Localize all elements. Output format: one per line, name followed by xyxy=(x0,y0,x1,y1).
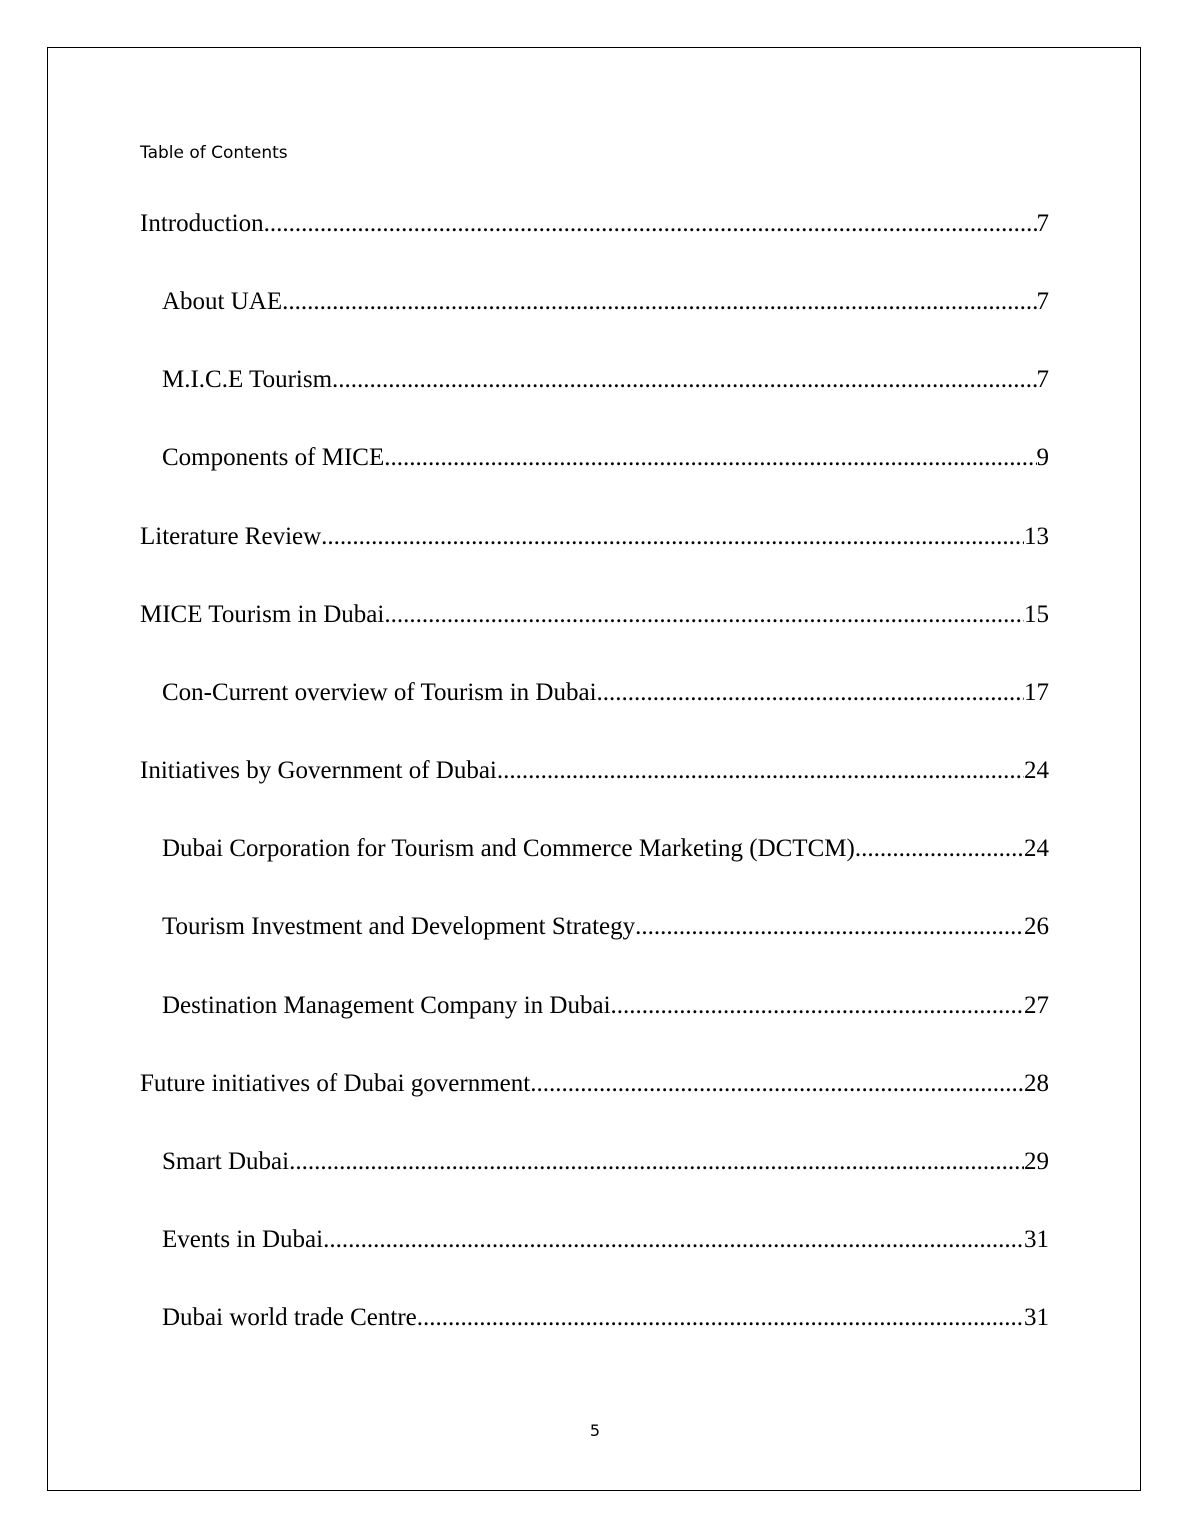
toc-entry-title: Introduction xyxy=(140,210,264,237)
toc-entry-page: 31 xyxy=(1024,1226,1049,1253)
toc-entry-title: Future initiatives of Dubai government xyxy=(140,1070,531,1097)
toc-dot-leader xyxy=(611,990,1024,1022)
toc-entry-page: 27 xyxy=(1024,992,1049,1019)
toc-entry-page: 28 xyxy=(1024,1070,1049,1097)
page-number: 5 xyxy=(589,1421,601,1440)
toc-entry-title: Tourism Investment and Development Strategy xyxy=(162,913,636,940)
toc-entry-concurrent-overview[interactable] xyxy=(162,677,1049,709)
toc-entry-page: 7 xyxy=(1036,288,1049,315)
toc-entry-mice-tourism[interactable] xyxy=(162,364,1049,396)
toc-entry-title: Destination Management Company in Dubai xyxy=(162,992,611,1019)
toc-dot-leader xyxy=(264,208,1037,240)
toc-dot-leader xyxy=(530,1068,1024,1100)
toc-entry-dubai-world-trade-centre[interactable] xyxy=(162,1302,1049,1334)
toc-entry-literature-review[interactable] xyxy=(140,521,1049,553)
toc-dot-leader xyxy=(289,1146,1024,1178)
toc-dot-leader xyxy=(332,364,1036,396)
toc-entry-page: 7 xyxy=(1036,210,1049,237)
toc-dot-leader xyxy=(497,755,1024,787)
toc-dot-leader xyxy=(417,1302,1024,1334)
toc-dot-leader xyxy=(855,833,1024,865)
toc-dot-leader xyxy=(384,442,1036,474)
toc-entry-page: 24 xyxy=(1024,757,1049,784)
toc-entry-title: Dubai world trade Centre xyxy=(162,1304,417,1331)
toc-dot-leader xyxy=(282,286,1036,318)
toc-entry-page: 31 xyxy=(1024,1304,1049,1331)
toc-entry-dctcm[interactable] xyxy=(162,833,1049,865)
toc-entry-components-of-mice[interactable] xyxy=(162,442,1049,474)
toc-entry-initiatives-by-government[interactable] xyxy=(140,755,1049,787)
toc-entry-tourism-investment[interactable] xyxy=(162,911,1049,943)
toc-dot-leader xyxy=(323,1224,1024,1256)
toc-entry-title: Initiatives by Government of Dubai xyxy=(140,757,497,784)
toc-entry-events-in-dubai[interactable] xyxy=(162,1224,1049,1256)
toc-entry-page: 13 xyxy=(1024,523,1049,550)
toc-entry-page: 7 xyxy=(1036,366,1049,393)
toc-entry-title: Components of MICE xyxy=(162,444,385,471)
toc-heading: Table of Contents xyxy=(140,143,288,163)
toc-dot-leader xyxy=(321,521,1024,553)
toc-entry-page: 15 xyxy=(1024,601,1049,628)
toc-dot-leader xyxy=(597,677,1024,709)
toc-entry-page: 17 xyxy=(1024,679,1049,706)
toc-dot-leader xyxy=(635,911,1024,943)
toc-entry-title: Dubai Corporation for Tourism and Commerce Marketing (DCTCM) xyxy=(162,835,855,862)
toc-entry-page: 26 xyxy=(1024,913,1049,940)
toc-entry-title: Events in Dubai xyxy=(162,1226,324,1253)
toc-entry-mice-tourism-in-dubai[interactable] xyxy=(140,599,1049,631)
toc-entry-page: 29 xyxy=(1024,1148,1049,1175)
toc-entry-title: M.I.C.E Tourism xyxy=(162,366,333,393)
toc-entry-title: MICE Tourism in Dubai xyxy=(140,601,385,628)
toc-entry-page: 24 xyxy=(1024,835,1049,862)
toc-entry-title: Literature Review xyxy=(140,523,322,550)
toc-entry-about-uae[interactable] xyxy=(162,286,1049,318)
toc-dot-leader xyxy=(384,599,1024,631)
toc-entry-future-initiatives[interactable] xyxy=(140,1068,1049,1100)
toc-entry-destination-management[interactable] xyxy=(162,990,1049,1022)
toc-entry-page: 9 xyxy=(1036,444,1049,471)
toc-entry-title: Con-Current overview of Tourism in Dubai xyxy=(162,679,597,706)
toc-entry-title: About UAE xyxy=(162,288,283,315)
toc-entry-title: Smart Dubai xyxy=(162,1148,290,1175)
toc-entry-introduction[interactable] xyxy=(140,208,1049,240)
toc-entry-smart-dubai[interactable] xyxy=(162,1146,1049,1178)
